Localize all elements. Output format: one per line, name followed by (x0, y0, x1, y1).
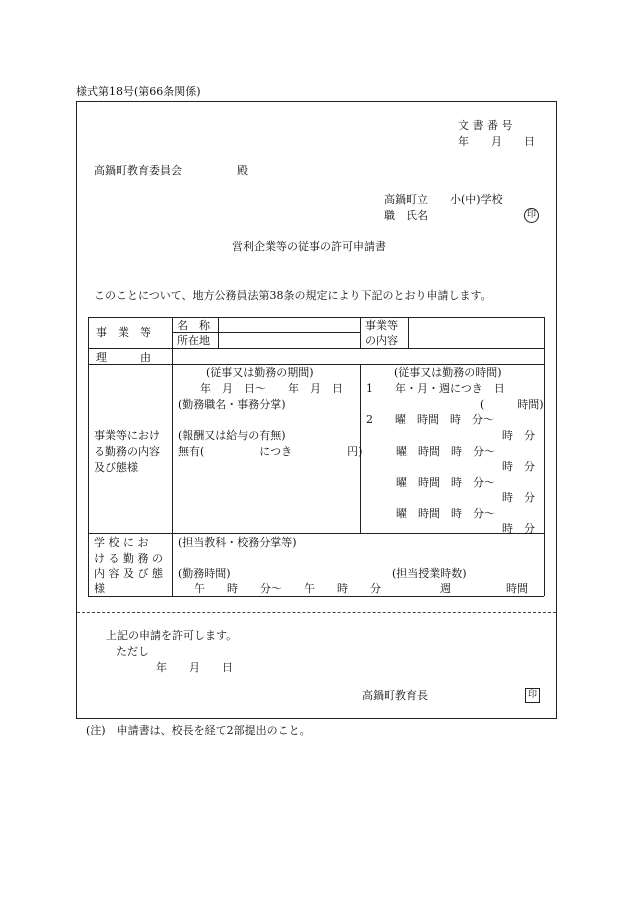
issuer-seal-icon: 印 (525, 688, 540, 703)
approval-text: 上記の申請を許可します。 (106, 629, 238, 642)
subject-label: (担当教科・校務分掌等) (178, 536, 297, 549)
reason-label: 理 由 (96, 351, 151, 364)
work-label-line2: る勤務の内容 (94, 445, 160, 458)
pay-heading: (報酬又は給与の有無) (178, 429, 286, 442)
form-number: 様式第18号(第66条関係) (76, 85, 201, 98)
period-dates: 年 月 日～ 年 月 日 (200, 382, 343, 395)
school-name: 高鍋町立 小(中)学校 (384, 193, 503, 206)
enterprise-label: 事 業 等 (96, 326, 151, 339)
document-title: 営利企業等の従事の許可申請書 (232, 240, 386, 253)
business-content-label-2: の内容 (365, 334, 398, 347)
time-end-1: 時 分 (502, 429, 535, 442)
time-weekday-2: 曜 時間 時 分～ (396, 445, 495, 458)
school-label-line4: 様 (94, 582, 105, 595)
issuer-name: 高鍋町教育長 (362, 689, 428, 702)
approval-date: 年 月 日 (156, 661, 233, 674)
teaching-hours-label: (担当授業時数) (392, 567, 467, 580)
approval-proviso: ただし (116, 645, 149, 658)
time-line-2: 2 曜 時間 時 分～ (366, 413, 494, 426)
time-end-4: 時 分 (502, 522, 535, 535)
cut-line (77, 612, 556, 613)
date-label: 年 月 日 (458, 135, 535, 148)
work-hours-label: (勤務時間) (178, 567, 231, 580)
time-heading: (従事又は勤務の時間) (394, 366, 502, 379)
work-label-line1: 事業等におけ (94, 429, 160, 442)
time-weekday-4: 曜 時間 時 分～ (396, 507, 495, 520)
document-number-label: 文 書 番 号 (458, 119, 513, 132)
weekly-hours-line: 週 時間 (440, 582, 528, 595)
time-end-3: 時 分 (502, 491, 535, 504)
business-content-label: 事業等 (365, 319, 398, 332)
time-end-2: 時 分 (502, 460, 535, 473)
time-weekday-3: 曜 時間 時 分～ (396, 476, 495, 489)
school-label-line3: 内 容 及 び 態 (94, 567, 163, 580)
time-line-1-hours: ( 時間) (480, 398, 544, 411)
footnote: (注) 申請書は、校長を経て2部提出のこと。 (86, 724, 311, 737)
name-label: 名 称 (177, 319, 210, 332)
applicant-name-label: 職 氏名 (384, 209, 428, 222)
intro-text: このことについて、地方公務員法第38条の規定により下記のとおり申請します。 (94, 289, 492, 302)
addressee: 高鍋町教育委員会 殿 (94, 164, 248, 177)
work-label-line3: 及び態様 (94, 461, 138, 474)
time-line-1: 1 年・月・週につき 日 (366, 382, 505, 395)
school-label-line1: 学 校 に お (94, 536, 149, 549)
hours-line: 午 時 分～ 午 時 分 (194, 582, 381, 595)
seal-icon: 印 (524, 208, 539, 223)
period-heading: (従事又は勤務の期間) (206, 366, 314, 379)
pay-line: 無有( につき 円) (178, 445, 363, 458)
address-label: 所在地 (177, 334, 210, 347)
school-label-line2: け る 勤 務 の (94, 552, 163, 565)
job-title-label: (勤務職名・事務分掌) (178, 398, 286, 411)
